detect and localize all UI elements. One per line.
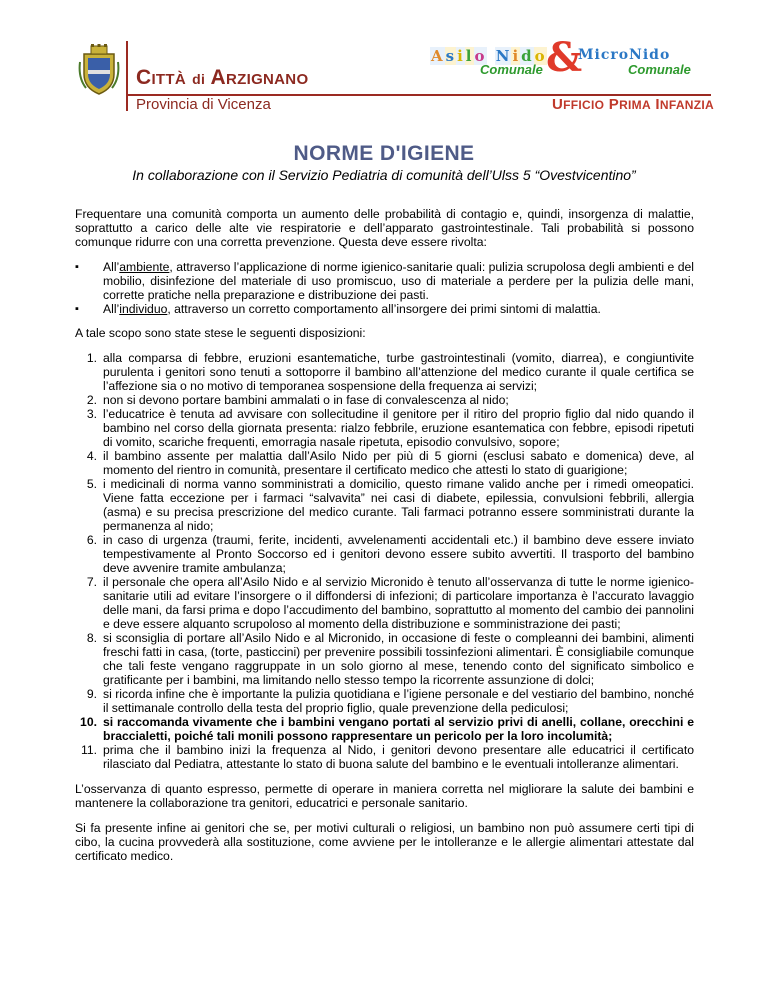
closing-paragraph-1: L’osservanza di quanto espresso, permette di operare in maniera corretta nel migliorare la salute dei bambini e mantenere la collaborazione tra genitori, educatrici e personale sanitario. xyxy=(75,782,694,810)
logo-letter: d xyxy=(521,47,533,65)
page-subtitle: In collaborazione con il Servizio Pediatria di comunità dell’Ulss 5 “Ovestvicentino” xyxy=(132,167,636,183)
list-item: 9. si ricorda infine che è importante la pulizia quotidiana e l’igiene personale e del vestiario del bambino, nonché il settimanale controllo della testa del proprio figlio, quale prevenzione della pediculosi; xyxy=(86,687,694,715)
office-label: UFFICIO PRIMA INFANZIA xyxy=(552,96,714,113)
logo-letter: i xyxy=(457,47,464,65)
list-item: 2. non si devono portare bambini ammalati o in fase di convalescenza al nido; xyxy=(86,393,509,407)
page-title: NORME D'IGIENE xyxy=(293,142,475,165)
micronido-logo: MicroNido xyxy=(578,47,671,63)
asilo-nido-sub: Comunale xyxy=(480,62,543,77)
rules-list xyxy=(75,351,694,771)
list-item: 1. alla comparsa di febbre, eruzioni esantematiche, turbe gastrointestinali (vomito, diarrea), e congiuntivite purulenta i genitori sono tenuti a sottoporre il bambino all’attenzione del medico curante il quale certifica se l’affezione sia o no motivo di temporanea sospensione della frequenza ai servizi; xyxy=(86,351,694,393)
city-crest-icon xyxy=(78,44,120,96)
micronido-sub: Comunale xyxy=(628,62,691,77)
city-name: CITTÀ di ARZIGNANO xyxy=(136,66,309,89)
list-item: 10. si raccomanda vivamente che i bambini vengano portati al servizio privi di anelli, collane, orecchini e braccialetti, poiché tali monili possono rappresentare un pericolo per la loro incolumità; xyxy=(80,715,694,743)
logo-letter: o xyxy=(474,47,486,65)
logo-ampersand: & xyxy=(546,34,583,81)
document-body xyxy=(75,207,694,874)
logo-letter: o xyxy=(534,47,546,65)
logo-letter: s xyxy=(445,47,456,65)
list-item: ▪ All’ambiente, attraverso l’applicazione di norme igienico-sanitarie quali: pulizia scrupolosa degli ambienti e del mobilio, disinfezione del materiale di uso promiscuo, uso di materiale a perdere per la pulizia delle mani, corrette pratiche nella preparazione e distribuzione dei pasti. xyxy=(75,260,694,302)
list-item: 5. i medicinali di norma vanno somministrati a domicilio, questo rimane valido anche per i rimedi omeopatici. Viene fatta eccezione per i farmaci “salvavita” nei casi di diabete, epilessia, convulsioni febbrili, allergia (asma) e su precisa prescrizione del medico curante. Tali farmaci potranno essere somministrati durante la permanenza al nido; xyxy=(86,477,694,533)
logo-letter: A xyxy=(431,47,444,65)
prevention-list xyxy=(75,260,694,316)
province-label: Provincia di Vicenza xyxy=(136,96,271,113)
logo-letter: l xyxy=(465,47,473,65)
intro-paragraph: Frequentare una comunità comporta un aumento delle probabilità di contagio e, quindi, insorgenza di malattie, soprattutto a carico delle alte vie respiratorie e dell’apparato gastrointestinale. Tali probabilità si possono comunque ridurre con una corretta prevenzione. Questa deve essere rivolta: xyxy=(75,207,694,249)
list-item: 6. in caso di urgenza (traumi, ferite, incidenti, avvelenamenti accidentali etc.) il bambino deve essere inviato tempestivamente al Pronto Soccorso ed i genitori devono essere subito avvertiti. Il trasporto del bambino deve avvenire tramite ambulanza; xyxy=(86,533,694,575)
logo-letter: N xyxy=(495,47,511,65)
dispositions-intro: A tale scopo sono state stese le seguenti disposizioni: xyxy=(75,326,366,340)
list-item: 4. il bambino assente per malattia dall’Asilo Nido per più di 5 giorni (esclusi sabato e domenica) deve, al momento del rientro in comunità, presentare il certificato medico che attesti lo stato di guarigione; xyxy=(86,449,694,477)
closing-paragraph-2: Si fa presente infine ai genitori che se, per motivi culturali o religiosi, un bambino non può assumere certi tipi di cibo, la cucina provvederà alla sostituzione, come avviene per le intolleranze e le allergie alimentari attestate dal certificato medico. xyxy=(75,821,694,863)
list-item: 11. prima che il bambino inizi la frequenza al Nido, i genitori devono presentare alle educatrici il certificato rilasciato dal Pediatra, attestante lo stato di buona salute del bambino e le eventuali intolleranze alimentari. xyxy=(80,743,694,771)
list-item: 3. l’educatrice è tenuta ad avvisare con sollecitudine il genitore per il ritiro del proprio figlio dal nido quando il bambino nel corso della giornata presenta: rialzo febbrile, eruzione esantematica con febbre, episodi ripetuti di vomito, scariche frequenti, emorragia nasale ripetuta, episodio convulsivo, sopore; xyxy=(86,407,694,449)
logo-letter: i xyxy=(512,47,520,65)
list-item: 8. si sconsiglia di portare all’Asilo Nido e al Micronido, in occasione di feste o compleanni dei bambini, alimenti freschi fatti in casa, (torte, pasticcini) per prevenire possibili tossinfezioni alimentari. È consigliabile comunque che tali feste vengano raggruppate in un solo giorno al mese, tenendo conto del significato simbolico e gratificante per i bambini, ma limitando nello stesso tempo la ricorrente assunzione di dolci; xyxy=(86,631,694,687)
header-vertical-rule xyxy=(126,41,128,111)
list-item: 7. il personale che opera all’Asilo Nido e al servizio Micronido è tenuto all’osservanza di tutte le norme igienico-sanitarie utili ad evitare l’insorgere o il diffondersi di infezioni; di particolare importanza è l’accurato lavaggio delle mani, da farsi prima e dopo l’accudimento del bambino, soprattutto al momento del cambio dei pannolini e deve essere alquanto scrupoloso al momento della distribuzione e somministrazione dei pasti; xyxy=(86,575,694,631)
list-item: ▪ All’individuo, attraverso un corretto comportamento all’insorgere dei primi sintomi di malattia. xyxy=(75,302,694,316)
